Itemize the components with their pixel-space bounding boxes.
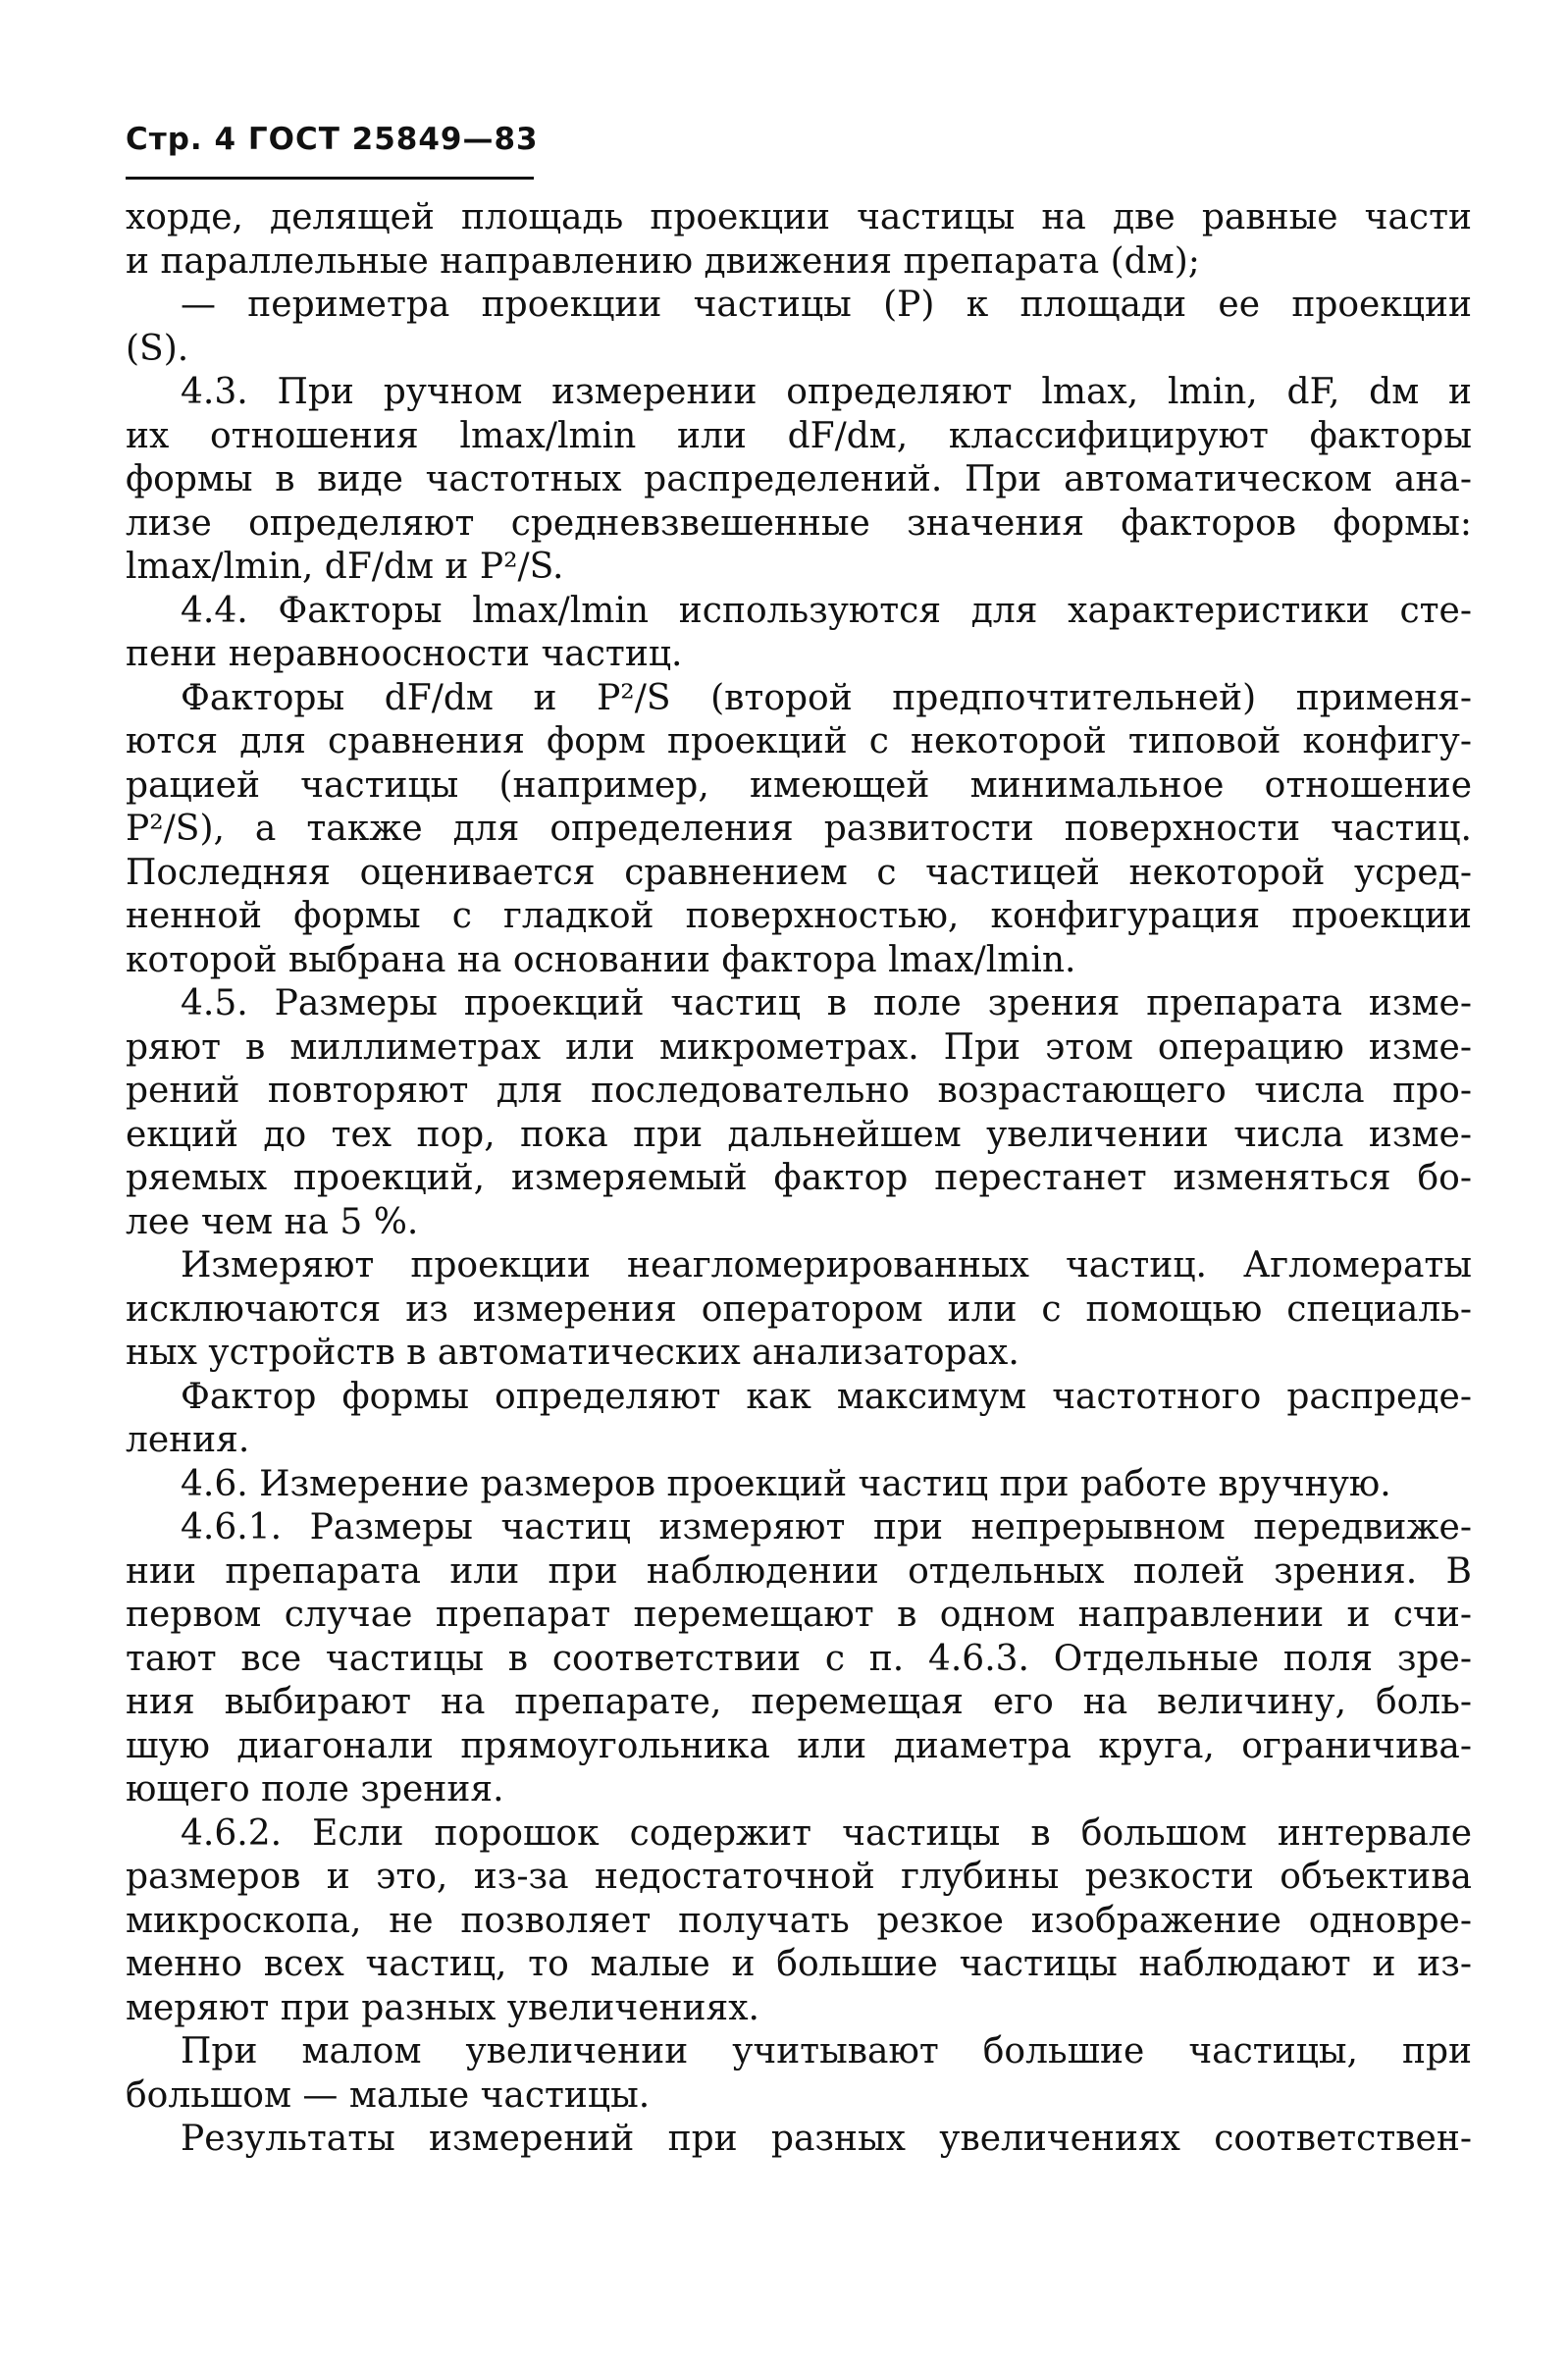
text-line: первом случае препарат перемещают в одном направлении и счи-	[126, 1595, 1472, 1635]
text-line: большом — малые частицы.	[126, 2074, 651, 2116]
body-text	[126, 196, 1472, 2162]
text-line: тают все частицы в соответствии с п. 4.6.3. Отдельные поля зре-	[126, 1638, 1472, 1679]
text-line: микроскопа, не позволяет получать резкое изображение одновре-	[126, 1900, 1472, 1941]
text-line: ных устройств в автоматических анализаторах.	[126, 1333, 1019, 1373]
text-line: lmax/lmin, dF/dм и P²/S.	[126, 547, 564, 587]
text-line: ния выбирают на препарате, перемещая его на величину, боль-	[126, 1682, 1472, 1722]
text-line: ряют в миллиметрах или микрометрах. При этом операцию изме-	[126, 1026, 1472, 1068]
text-line: 4.3. При ручном измерении определяют lmax, lmin, dF, dм и	[181, 372, 1472, 412]
text-line: (S).	[126, 328, 189, 369]
text-line: 4.6.2. Если порошок содержит частицы в большом интервале	[181, 1812, 1472, 1854]
text-line: Результаты измерений при разных увеличениях соответствен-	[181, 2119, 1472, 2159]
page-header: Стр. 4 ГОСТ 25849—83	[126, 122, 539, 157]
text-line: Фактор формы определяют как максимум частотного распреде-	[181, 1376, 1472, 1417]
text-line: ются для сравнения форм проекций с некоторой типовой конфигу-	[126, 721, 1472, 761]
text-line: менно всех частиц, то малые и большие частицы наблюдают и из-	[126, 1944, 1472, 1984]
header-rule	[126, 177, 534, 180]
text-line: екций до тех пор, пока при дальнейшем увеличении числа изме-	[126, 1114, 1472, 1155]
text-line: P²/S), а также для определения развитости поверхности частиц.	[126, 809, 1472, 849]
text-line: При малом увеличении учитывают большие частицы, при	[181, 2031, 1472, 2072]
text-line: ненной формы с гладкой поверхностью, конфигурация проекции	[126, 896, 1472, 936]
text-line: исключаются из измерения оператором или с помощью специаль-	[126, 1288, 1472, 1330]
text-line: Факторы dF/dм и P²/S (второй предпочтительней) применя-	[181, 677, 1472, 718]
text-line: меряют при разных увеличениях.	[126, 1987, 759, 2028]
text-line: формы в виде частотных распределений. При автоматическом ана-	[126, 459, 1472, 499]
text-line: ления.	[126, 1420, 250, 1460]
text-line: ющего поле зрения.	[126, 1769, 504, 1809]
text-line: их отношения lmax/lmin или dF/dм, классифицируют факторы	[126, 415, 1472, 456]
text-line: нии препарата или при наблюдении отдельных полей зрения. В	[126, 1550, 1472, 1592]
text-line: лизе определяют средневзвешенные значения факторов формы:	[126, 502, 1472, 544]
text-line: пени неравноосности частиц.	[126, 634, 683, 674]
text-line: хорде, делящей площадь проекции частицы на две равные части	[126, 197, 1472, 237]
text-line: Измеряют проекции неагломерированных частиц. Агломераты	[181, 1245, 1472, 1285]
text-line: и параллельные направлению движения препарата (dм);	[126, 240, 1200, 282]
text-line: Последняя оценивается сравнением с частицей некоторой усред-	[126, 852, 1472, 893]
text-line: шую диагонали прямоугольника или диаметра круга, ограничива-	[126, 1725, 1472, 1766]
text-line: ряемых проекций, измеряемый фактор перестанет изменяться бо-	[126, 1158, 1472, 1198]
text-line: рений повторяют для последовательно возрастающего числа про-	[126, 1071, 1472, 1111]
text-line: 4.6. Измерение размеров проекций частиц при работе вручную.	[181, 1463, 1391, 1504]
text-line: рацией частицы (например, имеющей минимальное отношение	[126, 764, 1472, 806]
text-line: которой выбрана на основании фактора lmax/lmin.	[126, 939, 1076, 980]
text-line: — периметра проекции частицы (P) к площади ее проекции	[181, 285, 1472, 325]
text-line: 4.4. Факторы lmax/lmin используются для характеристики сте-	[181, 590, 1472, 631]
text-line: 4.6.1. Размеры частиц измеряют при непрерывном передвиже-	[181, 1507, 1472, 1547]
text-line: размеров и это, из-за недостаточной глубины резкости объектива	[126, 1857, 1472, 1897]
text-line: лее чем на 5 %.	[126, 1201, 419, 1242]
text-line: 4.5. Размеры проекций частиц в поле зрения препарата изме-	[181, 983, 1472, 1023]
